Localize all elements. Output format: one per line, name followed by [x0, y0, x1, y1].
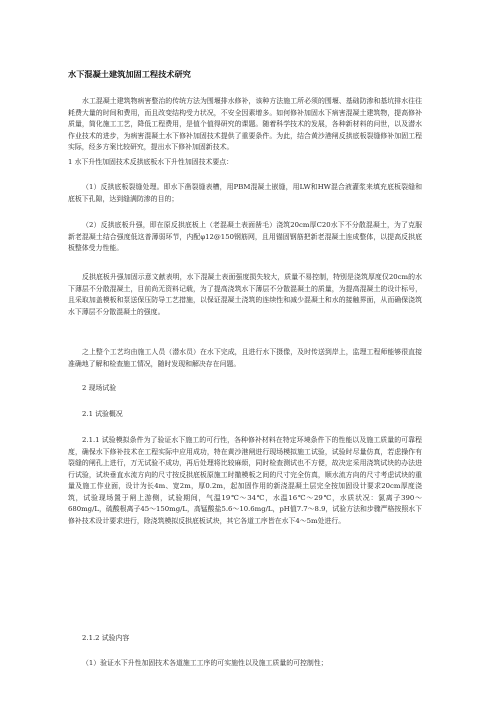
document-title: 水下混凝土建筑加固工程技术研究 — [68, 69, 191, 79]
section-heading-1: 1 水下升性加固技术反拱底板水下升性加固技术要点： — [68, 158, 234, 166]
paragraph-reinforcement: （2）反拱底板升强，即在原反拱底板上（老混凝土表面凿毛）浇筑20cm厚C20水下不分散混凝土，为了克服新老混凝土结合强度低这普薄弱环节，内配φ12@150钢筋网，且用锚固钢筋把新老混凝土连成整体，以提高反拱底板整体受力性能。 — [68, 221, 422, 252]
paragraph-intro: 水工混凝土建筑物病害整治的传统方法为围堰排水修补，该种方法施工所必须的围堰、基础防渗和基坑排水往往耗费大量的时间和费用，而且改变结构受力状况，不安全因素增多。如何修补加固水下病害混凝土建筑物，提高修补质量，简化施工工艺，降低工程费用，是值个值得研究的课题。随着科学技术的发展，各种新材料的问世，以及潜水作业技术的进步，为病害混凝土水下修补加固技术提供了重要条件。为此，结合黄沙港闸反拱底板裂缝修补加固工程实际，经多方案比较研究，提出水下修补加固新技术。 — [68, 97, 422, 151]
paragraph-test-content: （1）验证水下升性加固技术各道施工工序的可实施性以及施工质量的可控制性； — [82, 659, 328, 667]
subsection-heading-2-1: 2.1 试验概况 — [82, 410, 123, 418]
paragraph-crack-treatment: （1）反拱底板裂缝处理。即水下凿裂缝表槽，用PBM混凝土嵌缝，用LW和HW混合液灌浆来填充底板裂缝和底板下孔隙，达到缝满防渗的目的； — [68, 183, 422, 203]
subsection-heading-2-1-2: 2.1.2 试验内容 — [82, 634, 130, 642]
paragraph-underwater-work: 之上整个工艺均由施工人员（潜水员）在水下完成，且进行水下摄像，及时传送到岸上，监理工程师能够很直接准确地了解和检查施工情况，随时发现和解决存在问题。 — [68, 348, 422, 368]
paragraph-concrete-quality: 反拱底板升强加固示意文献表明，水下混凝土表面强度损失较大，质量不易控制，特别是浇筑厚度仅20cm的水下薄层不分散混凝土，目前尚无资料记载，为了提高浇筑水下薄层不分散混凝土的质量，为提高混凝土的设计标号，且采取加盖模板和泵送保压防导工艺措施，以保证混凝土浇筑的连续性和减少混凝土和水的接触界面，从而确保浇筑水下薄层不分散混凝土的强度。 — [68, 273, 422, 316]
section-heading-2: 2 现场试验 — [82, 384, 117, 392]
paragraph-test-conditions: 2.1.1 试验模拟条件为了验证水下施工的可行性，各种修补材料在特定环境条件下的性能以及施工质量的可靠程度，确保水下修补技术在工程实际中应用成功，特在黄沙港闸进行现场模拟施工试验，试验时尽量仿真，若虑操作有裂缝的闸孔上进行，万无试验不成功，再后处理将比较麻烦，同时检查测试也不方便，故决定采用浇筑试块的办法进行试验，试块垂直水流方向的尺寸按反拱底板原施工时撤模板之间的尺寸完全仿真，顺水流方向的尺寸考虑试块的重量及施工作业面，设计为长4m、宽2m，厚0.2m，起加固作用的新浇混凝土层完全按加固设计要求20cm厚度浇筑，试验现场置于闸上游侧，试验期间，气温19℃～34℃，水温16℃～29℃，水质状况：氯离子390～680mg/L，硫酸根离子45～150mg/L，高锰酸盐5.6～10.6mg/L，pH值7.7～8.9，试验方法和步骤严格按照水下修补技术设计要求进行，除浇筑模拟反拱底板试块，其它各道工序皆在水下4～5m处进行。 — [68, 436, 422, 525]
